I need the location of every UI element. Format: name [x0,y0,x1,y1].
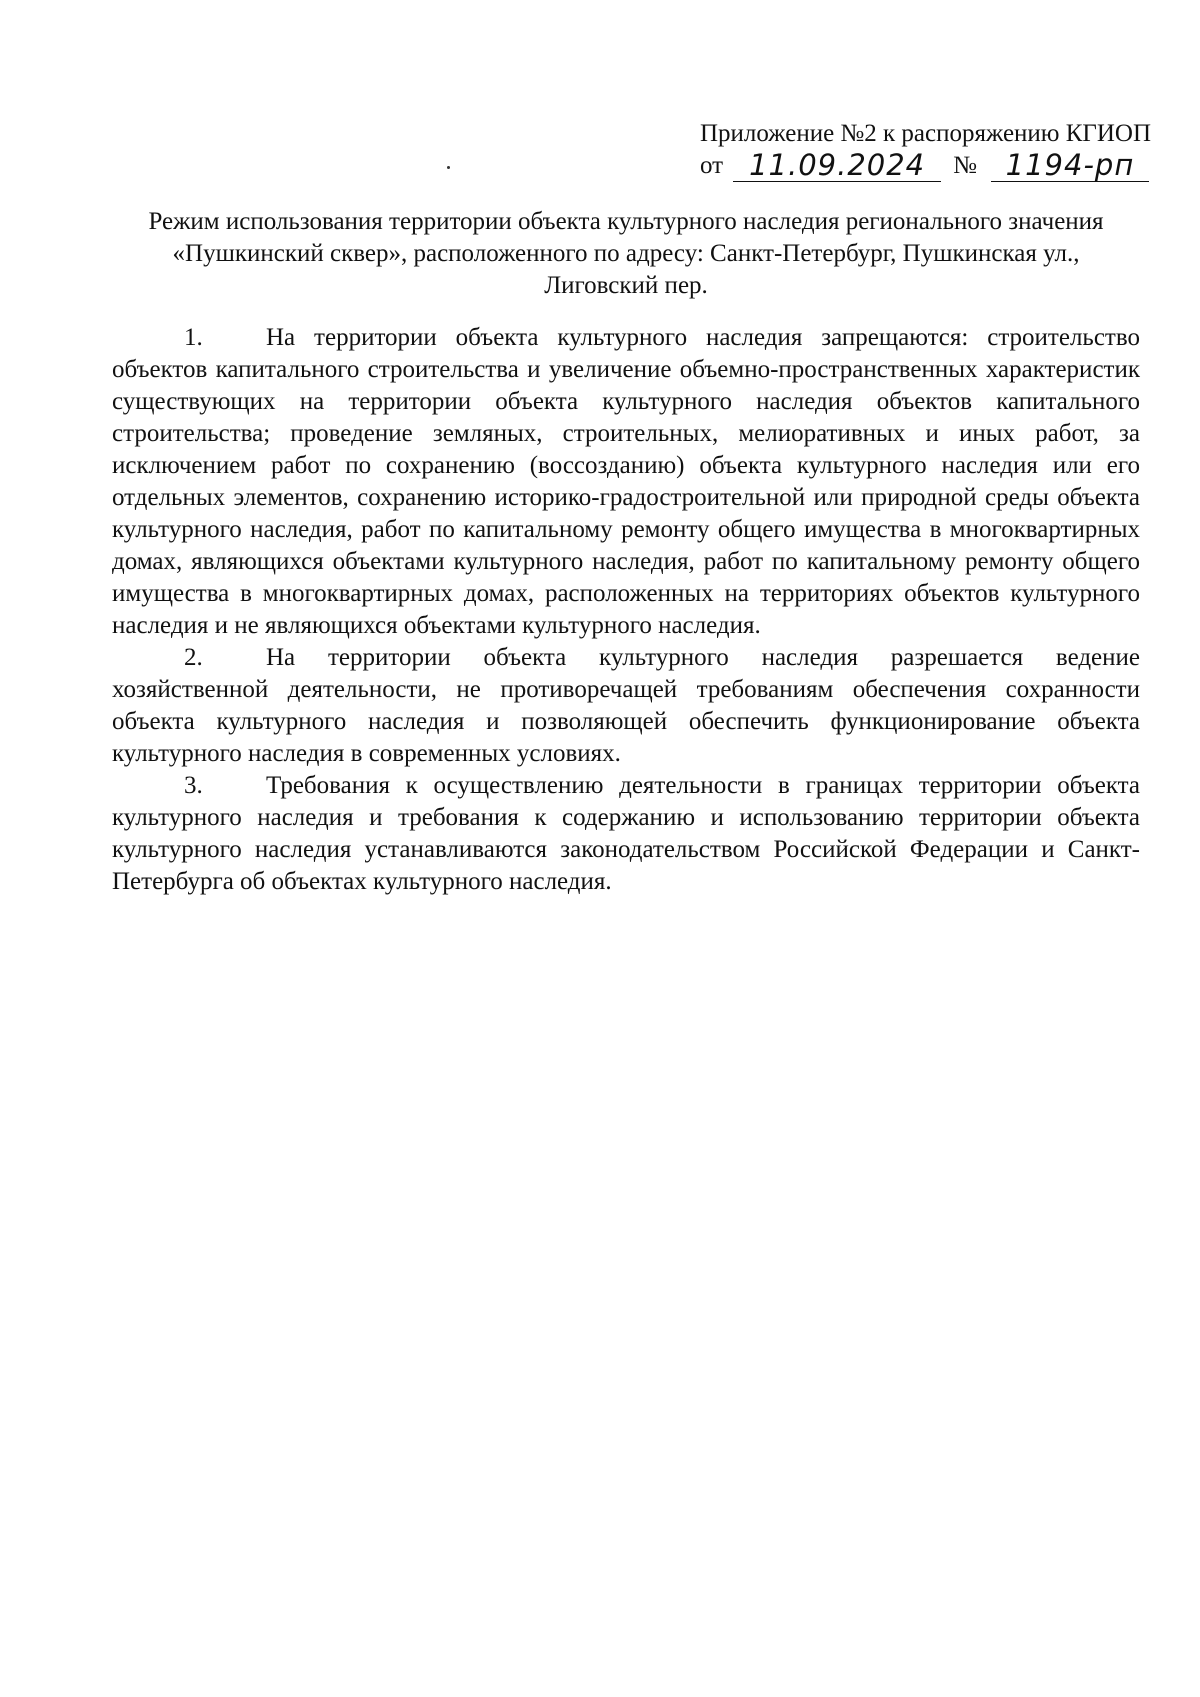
paragraph-2 [112,642,1140,770]
title-line: Лиговский пер. [544,272,708,299]
paragraph-1 [112,322,1140,642]
title-line: Режим использования территории объекта культурного наследия регионального значения [148,208,1104,235]
paragraph-text: На территории объекта культурного наследия запрещаются: строительство объектов капитального строительства и увеличение объемно-пространственных характеристик существующих на территории объекта культурного наследия объектов капитального строительства; проведение земляных, строительных, мелиоративных и иных работ, за исключением работ по сохранению (воссозданию) объекта культурного наследия или его отдельных элементов, сохранению историко-градостроительной или природной среды объекта культурного наследия, работ по капитальному ремонту общего имущества в многоквартирных домах, являющихся объектами культурного наследия, работ по капитальному ремонту общего имущества в многоквартирных домах, расположенных на территориях объектов культурного наследия и не являющихся объектами культурного наследия. [112,324,1140,639]
paragraph-number: 2. [184,644,203,671]
handwritten-order-number: 1194-рп [991,150,1149,182]
paragraph-text: На территории объекта культурного наследия разрешается ведение хозяйственной деятельности, не противоречащей требованиям обеспечения сохранности объекта культурного наследия и позволяющей обеспечить функционирование объекта культурного наследия в современных условиях. [112,644,1140,767]
handwritten-date: 11.09.2024 [733,150,941,182]
appendix-reference: Приложение №2 к распоряжению КГИОП [700,120,1152,147]
paragraph-number: 3. [184,772,203,799]
document-title [112,206,1140,302]
paragraph-text: Требования к осуществлению деятельности в границах территории объекта культурного наследия и требования к содержанию и использованию территории объекта культурного наследия устанавливаются законодательством Российской Федерации и Санкт-Петербурга об объектах культурного наследия. [112,772,1140,895]
paragraph-number: 1. [184,324,203,351]
order-details [700,150,1160,182]
title-line: «Пушкинский сквер», расположенного по адресу: Санкт-Петербург, Пушкинская ул., [172,240,1080,267]
document-header [700,118,1160,182]
document-body [112,322,1140,898]
paragraph-3 [112,770,1140,898]
from-label: от [700,152,724,179]
scan-speck [447,166,450,169]
number-label: № [953,152,977,179]
